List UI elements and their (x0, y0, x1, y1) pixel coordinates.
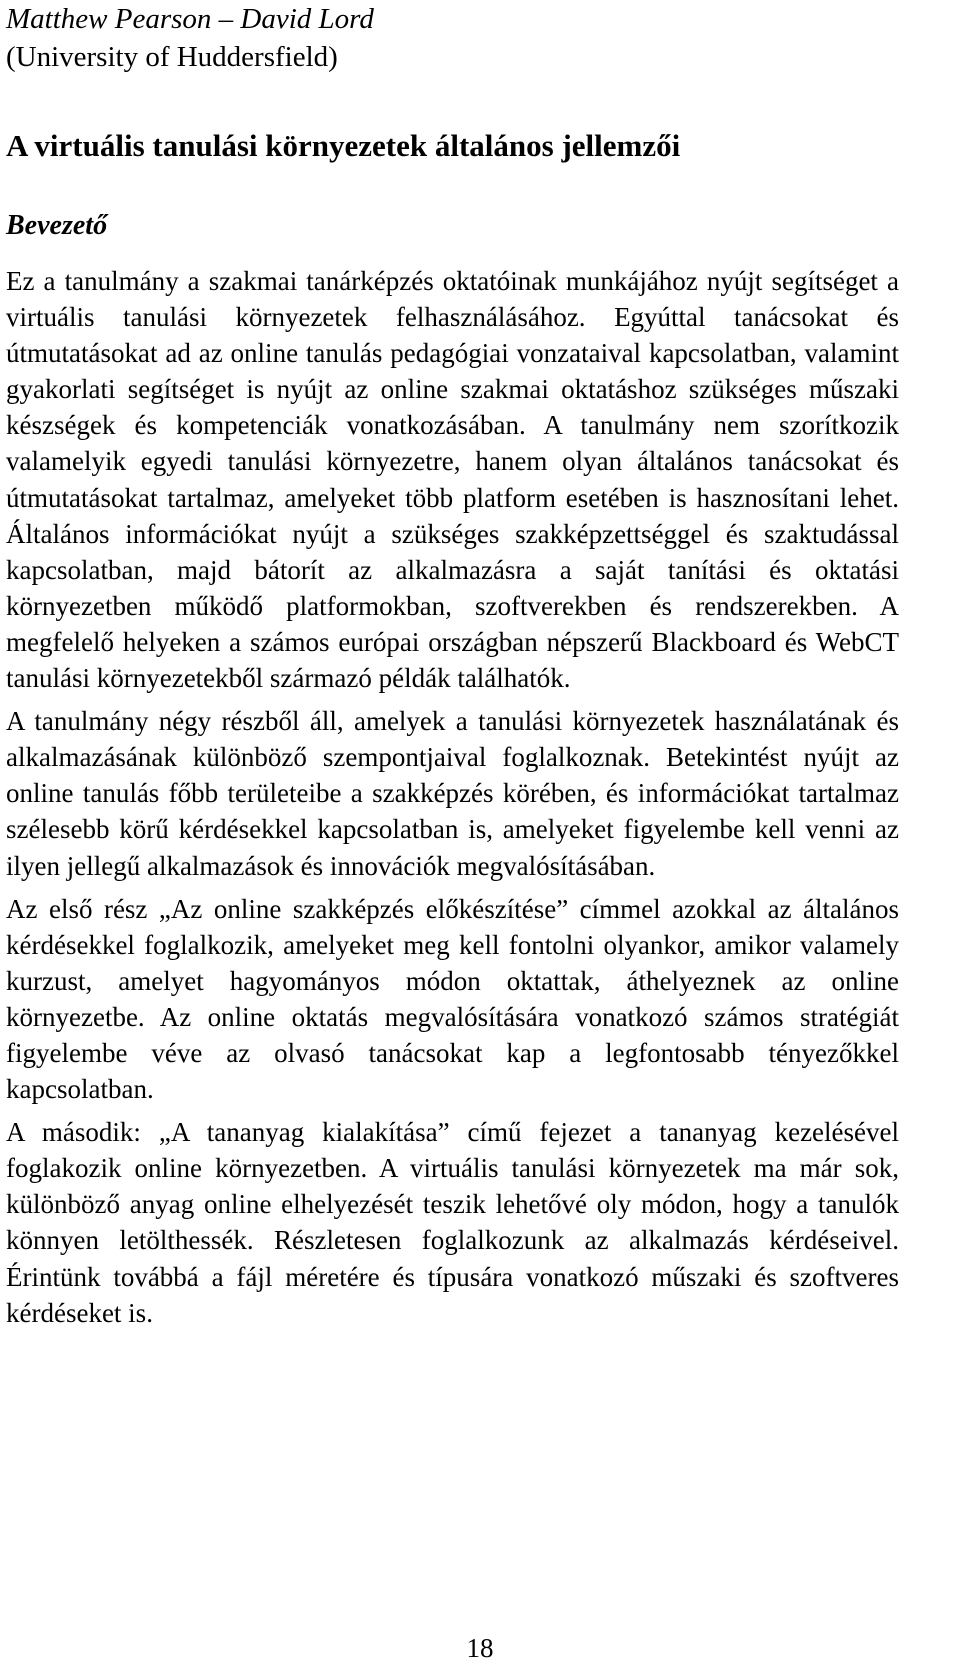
author-affiliation: (University of Huddersfield) (6, 41, 338, 73)
body-text (6, 263, 899, 1338)
author-block (6, 0, 906, 76)
document-title: A virtuális tanulási környezetek általános jellemzői (6, 128, 681, 163)
author-names: Matthew Pearson – David Lord (6, 3, 374, 35)
paragraph: Az első rész „Az online szakképzés előkészítése” címmel azokkal az általános kérdésekkel foglalkozik, amelyeket meg kell fontolni olyankor, amikor valamely kurzust, amelyet hagyományos módon oktattak, áthelyeznek az online környezetbe. Az online oktatás megvalósítására vonatkozó számos stratégiát figyelembe véve az olvasó tanácsokat kap a legfontosabb tényezőkkel kapcsolatban. (6, 893, 899, 1105)
paragraph: A második: „A tananyag kialakítása” című fejezet a tananyag kezelésével foglakozik online környezetben. A virtuális tanulási környezetek ma már sok, különböző anyag online elhelyezését teszik lehetővé oly módon, hogy a tanulók könnyen letölthessék. Részletesen foglalkozunk az alkalmazás kérdéseivel. Érintünk továbbá a fájl méretére és típusára vonatkozó műszaki és szoftveres kérdéseket is. (6, 1117, 899, 1328)
paragraph: Ez a tanulmány a szakmai tanárképzés oktatóinak munkájához nyújt segítséget a virtuális tanulási környezetek felhasználásához. Egyúttal tanácsokat és útmutatásokat ad az online tanulás pedagógiai vonzataival kapcsolatban, valamint gyakorlati segítséget is nyújt az online szakmai oktatáshoz szükséges műszaki készségek és kompetenciák vonatkozásában. A tanulmány nem szorítkozik valamelyik egyedi tanulási környezetre, hanem olyan általános tanácsokat és útmutatásokat tartalmaz, amelyeket több platform esetében is hasznosítani lehet. Általános információkat nyújt a szükséges szakképzettséggel és szaktudással kapcsolatban, majd bátorít az alkalmazásra a saját tanítási és oktatási környezetben működő platformokban, szoftverekben és rendszerekben. A megfelelő helyeken a számos európai országban népszerű Blackboard és WebCT tanulási környezetekből származó példák találhatók. (6, 266, 899, 694)
page-number: 18 (466, 1633, 494, 1663)
section-heading: Bevezető (6, 210, 108, 241)
paragraph: A tanulmány négy részből áll, amelyek a tanulási környezetek használatának és alkalmazásának különböző szempontjaival foglalkoznak. Betekintést nyújt az online tanulás főbb területeibe a szakképzés körében, és információkat tartalmaz szélesebb körű kérdésekkel kapcsolatban is, amelyeket figyelembe kell venni az ilyen jellegű alkalmazások és innovációk megvalósításában. (6, 706, 899, 881)
